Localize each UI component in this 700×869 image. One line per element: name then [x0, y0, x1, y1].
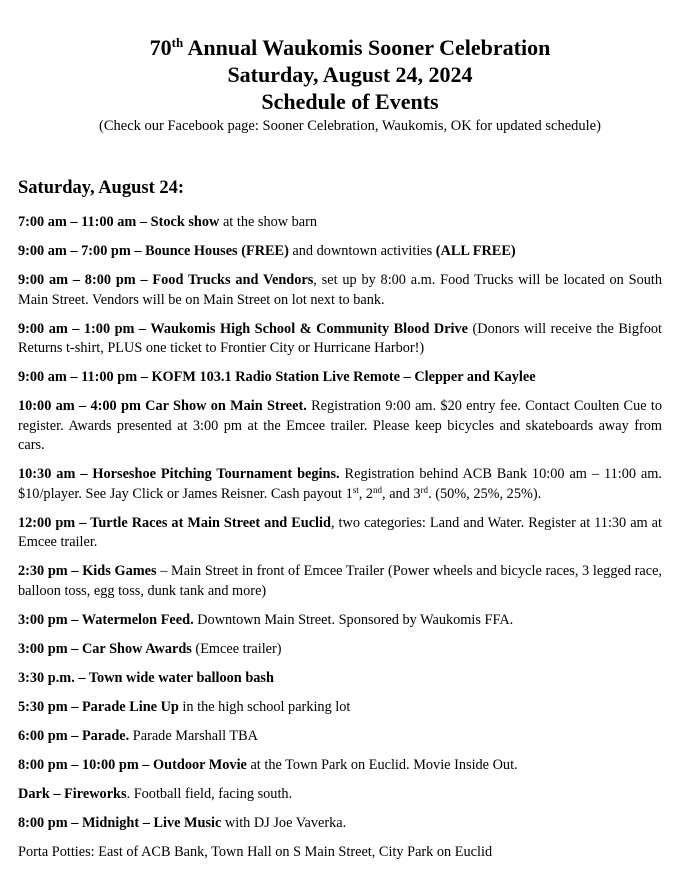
events-list — [18, 213, 662, 862]
event-date: Saturday, August 24, 2024 — [227, 62, 473, 87]
section-title: Saturday, August 24: — [18, 178, 185, 198]
event-item: 9:00 am – 7:00 pm – Bounce Houses (FREE) and downtown activities (ALL FREE) — [18, 243, 516, 259]
event-item: 7:00 am – 11:00 am – Stock show at the show barn — [18, 214, 318, 230]
document-header — [0, 34, 700, 135]
event-title: 70th Annual Waukomis Sooner Celebration — [149, 35, 551, 60]
event-item: 9:00 am – 8:00 pm – Food Trucks and Vendors, set up by 8:00 a.m. Food Trucks will be located on South Main Street. Vendors will be on Main Street on lot next to bank. — [18, 272, 662, 308]
event-item: 12:00 pm – Turtle Races at Main Street and Euclid, two categories: Land and Water. Register at 11:30 am at Emcee trailer. — [18, 514, 662, 550]
event-item: 2:30 pm – Kids Games – Main Street in front of Emcee Trailer (Power wheels and bicycle races, 3 legged race, balloon toss, egg toss, dunk tank and more) — [18, 563, 662, 599]
event-item: Dark – Fireworks. Football field, facing south. — [18, 785, 293, 802]
event-item: 5:30 pm – Parade Line Up in the high school parking lot — [18, 698, 351, 715]
event-item: 10:30 am – Horseshoe Pitching Tournament begins. Registration behind ACB Bank 10:00 am – 11:00 am. $10/player. See Jay Click or James Reisner. Cash payout 1st, 2nd, and 3rd. (50%, 25%, 25%). — [18, 466, 662, 502]
event-item: 9:00 am – 11:00 pm – KOFM 103.1 Radio Station Live Remote – Clepper and Kaylee — [18, 369, 536, 385]
porta-potties-note: Porta Potties: East of ACB Bank, Town Hall on S Main Street, City Park on Euclid — [18, 843, 493, 860]
event-item: 10:00 am – 4:00 pm Car Show on Main Street. Registration 9:00 am. $20 entry fee. Contact Coulten Cue to register. Awards presented at 3:00 pm at the Emcee trailer. Please keep bicycles and skateboards away from cars. — [18, 398, 663, 453]
facebook-note: (Check our Facebook page: Sooner Celebration, Waukomis, OK for updated schedule) — [99, 118, 601, 134]
event-item: 3:00 pm – Watermelon Feed. Downtown Main Street. Sponsored by Waukomis FFA. — [18, 611, 514, 628]
event-item: 3:30 p.m. – Town wide water balloon bash — [18, 669, 274, 686]
event-item: 8:00 pm – 10:00 pm – Outdoor Movie at the Town Park on Euclid. Movie Inside Out. — [18, 756, 518, 773]
event-item: 6:00 pm – Parade. Parade Marshall TBA — [18, 727, 258, 744]
event-item: 8:00 pm – Midnight – Live Music with DJ Joe Vaverka. — [18, 814, 347, 831]
event-item: 3:00 pm – Car Show Awards (Emcee trailer) — [18, 640, 282, 657]
schedule-heading: Schedule of Events — [261, 89, 439, 114]
event-item: 9:00 am – 1:00 pm – Waukomis High School & Community Blood Drive (Donors will receive the Bigfoot Returns t-shirt, PLUS one ticket to Frontier City or Hurricane Harbor!) — [18, 320, 663, 356]
